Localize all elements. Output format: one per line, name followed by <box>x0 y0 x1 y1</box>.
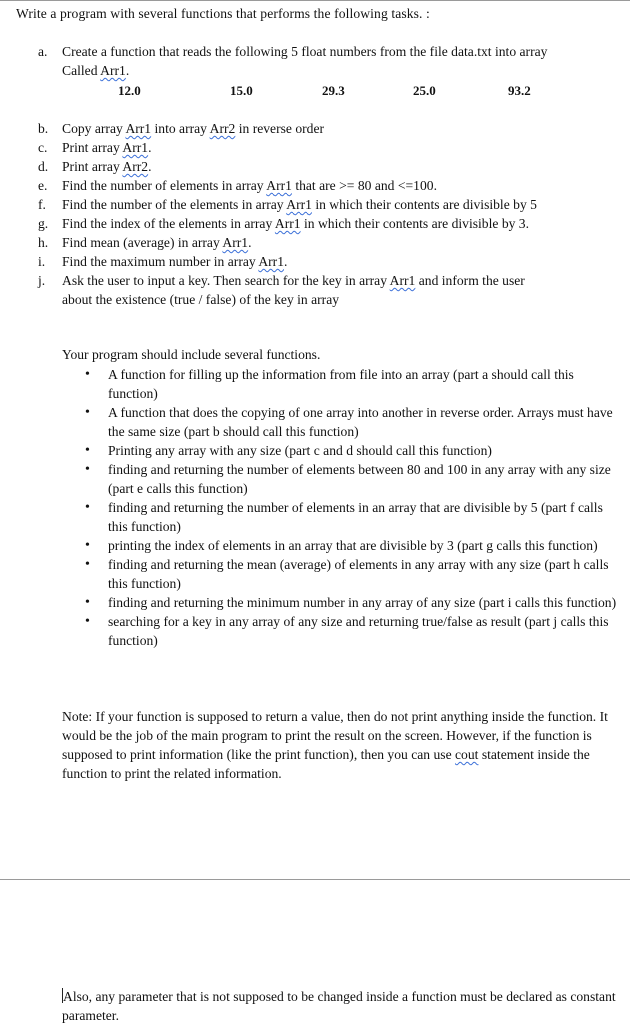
question-title: Write a program with several functions that performs the following tasks. : <box>16 6 430 21</box>
data-value: 93.2 <box>508 83 531 98</box>
constant-parameter-note: Also, any parameter that is not supposed to be changed inside a function must be declared as constant parameter. <box>62 989 616 1023</box>
bullet-icon: • <box>85 538 90 553</box>
task-marker: i. <box>38 254 46 269</box>
task-text: Find the index of the elements in array <box>62 216 273 231</box>
task-b <box>38 119 618 138</box>
task-marker: a. <box>38 44 48 59</box>
task-marker: c. <box>38 140 48 155</box>
list-item: • finding and returning the number of elements between 80 and 100 in any array with any size (part e calls this function) <box>85 462 611 496</box>
task-e <box>38 176 618 195</box>
bullet-icon: • <box>85 405 90 420</box>
task-text-end: . <box>125 63 130 78</box>
task-text: Find mean (average) in array <box>62 235 220 250</box>
task-text-end: in which their contents are divisible by 5 <box>315 197 537 212</box>
array-name: Arr1 <box>122 140 149 155</box>
task-marker: f. <box>38 197 46 212</box>
list-item: • finding and returning the minimum number in any array of any size (part i calls this function) <box>85 595 617 610</box>
task-text: Print array <box>62 140 120 155</box>
task-marker: g. <box>38 216 49 231</box>
task-text: Copy array <box>62 121 123 136</box>
task-f <box>38 195 618 214</box>
task-i <box>38 252 618 271</box>
bullet-icon: • <box>85 462 90 477</box>
task-text-end: in which their contents are divisible by 3. <box>304 216 530 231</box>
function-requirements-list <box>62 365 618 650</box>
task-marker: h. <box>38 235 49 250</box>
array-name: Arr1 <box>100 63 126 78</box>
task-c <box>38 138 618 157</box>
task-g <box>38 214 618 233</box>
bullet-icon: • <box>85 443 90 458</box>
data-value: 25.0 <box>413 83 436 98</box>
array-name: Arr2 <box>209 121 236 136</box>
task-marker: d. <box>38 159 49 174</box>
task-text-end: and inform the user <box>418 273 525 288</box>
task-text: Find the maximum number in array <box>62 254 256 269</box>
list-item: • A function for filling up the information from file into an array (part a should call this function) <box>85 367 574 401</box>
task-text: Ask the user to input a key. Then search for the key in array <box>62 273 388 288</box>
task-a <box>38 42 618 80</box>
list-item: • finding and returning the mean (average) of elements in any array with any size (part h calls this function) <box>85 557 609 591</box>
data-value: 12.0 <box>118 83 141 98</box>
task-d <box>38 157 618 176</box>
list-item: • A function that does the copying of one array into another in reverse order. Arrays must have the same size (part b should call this function) <box>85 405 613 439</box>
bullet-icon: • <box>85 614 90 629</box>
bullet-icon: • <box>85 557 90 572</box>
list-item: • searching for a key in any array of any size and returning true/false as result (part j calls this function) <box>85 614 609 648</box>
bullet-icon: • <box>85 500 90 515</box>
array-name: Arr1 <box>222 235 249 250</box>
functions-intro: Your program should include several functions. <box>62 347 321 362</box>
task-text-end: . <box>148 159 152 174</box>
cout-keyword: cout <box>455 747 479 762</box>
array-name: Arr1 <box>125 121 152 136</box>
task-text-line2: Called <box>62 63 98 78</box>
task-marker: j. <box>38 273 46 288</box>
array-name: Arr1 <box>274 216 301 231</box>
task-text: Find the number of the elements in array <box>62 197 284 212</box>
task-text-end: . <box>148 140 152 155</box>
task-marker: b. <box>38 121 49 136</box>
array-name: Arr1 <box>286 197 312 212</box>
task-text-end: in reverse order <box>238 121 325 136</box>
data-value: 29.3 <box>322 83 345 98</box>
array-name: Arr2 <box>122 159 149 174</box>
task-j <box>38 271 618 309</box>
bullet-icon: • <box>85 595 90 610</box>
data-values-row <box>0 83 630 101</box>
data-value: 15.0 <box>230 83 253 98</box>
task-text-end: that are >= 80 and <=100. <box>295 178 437 193</box>
array-name: Arr1 <box>258 254 284 269</box>
list-item: • finding and returning the number of elements in an array that are divisible by 5 (part f calls this function) <box>85 500 603 534</box>
task-text: Print array <box>62 159 120 174</box>
task-text-line2: about the existence (true / false) of the key in array <box>62 292 340 307</box>
task-text-end: . <box>248 235 252 250</box>
note-paragraph: Note: If your function is supposed to return a value, then do not print anything inside the function. It would be the job of the main program to print the result on the screen. However, if the function is supposed to print information (like the print function), then you can use cout statement inside the function to print the related information. <box>62 709 608 781</box>
list-item: • printing the index of elements in an array that are divisible by 3 (part g calls this function) <box>85 538 598 553</box>
task-marker: e. <box>38 178 48 193</box>
array-name: Arr1 <box>266 178 292 193</box>
task-text: Find the number of elements in array <box>62 178 264 193</box>
list-item: • Printing any array with any size (part c and d should call this function) <box>85 443 492 458</box>
task-text: Create a function that reads the following 5 float numbers from the file data.txt into array <box>62 44 548 59</box>
task-h <box>38 233 618 252</box>
bullet-icon: • <box>85 367 90 382</box>
array-name: Arr1 <box>389 273 416 288</box>
task-text-mid: into array <box>154 121 207 136</box>
task-text-end: . <box>284 254 288 269</box>
